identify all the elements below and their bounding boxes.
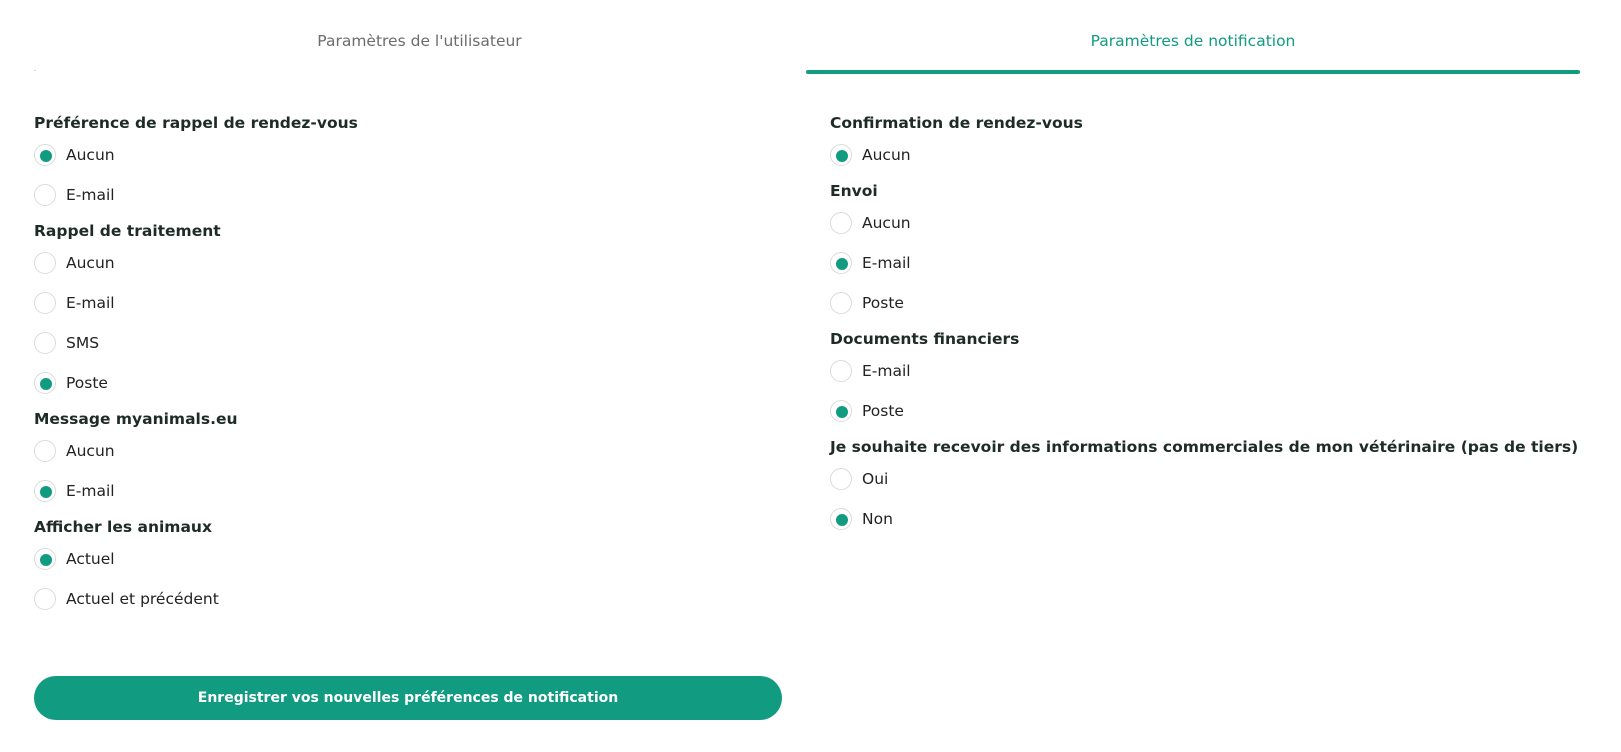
radio-option-label: Oui [862, 470, 889, 488]
radio-option-e-mail[interactable] [34, 288, 794, 328]
preference-group-envoi [830, 180, 1590, 328]
radio-option-label: Actuel [66, 550, 115, 568]
preference-group-title: Confirmation de rendez-vous [830, 114, 1083, 132]
radio-option-label: Aucun [66, 442, 115, 460]
radio-option-label: E-mail [66, 482, 115, 500]
radio-option-e-mail[interactable] [34, 180, 794, 220]
preference-group-title: Rappel de traitement [34, 222, 221, 240]
preference-group-title: Je souhaite recevoir des informations commerciales de mon vétérinaire (pas de tiers) [830, 438, 1579, 456]
radio-option-label: Aucun [862, 146, 911, 164]
radio-checked-icon[interactable] [830, 400, 852, 422]
tab-user-settings-label: Paramètres de l'utilisateur [317, 32, 522, 50]
radio-option-label: E-mail [862, 362, 911, 380]
preference-group-title: Envoi [830, 182, 878, 200]
radio-option-label: Non [862, 510, 893, 528]
radio-option-e-mail[interactable] [34, 476, 794, 516]
radio-option-label: Aucun [66, 254, 115, 272]
radio-option-label: Aucun [862, 214, 911, 232]
tab-notification-settings-label: Paramètres de notification [1090, 32, 1296, 50]
preference-group-title: Afficher les animaux [34, 518, 212, 536]
radio-option-actuel-et-precedent[interactable] [34, 584, 794, 624]
radio-option-e-mail[interactable] [830, 356, 1590, 396]
right-preferences-column [830, 112, 1590, 544]
radio-unchecked-icon[interactable] [34, 440, 56, 462]
radio-checked-icon[interactable] [34, 548, 56, 570]
tab-user-settings[interactable] [34, 0, 805, 74]
radio-unchecked-icon[interactable] [34, 184, 56, 206]
tab-notification-settings[interactable] [806, 0, 1580, 74]
radio-unchecked-icon[interactable] [830, 468, 852, 490]
tab-divider [34, 70, 36, 71]
radio-checked-icon[interactable] [830, 508, 852, 530]
radio-option-label: Poste [862, 402, 904, 420]
radio-option-label: Poste [66, 374, 108, 392]
radio-option-oui[interactable] [830, 464, 1590, 504]
radio-checked-icon[interactable] [34, 372, 56, 394]
radio-option-sms[interactable] [34, 328, 794, 368]
preference-group-confirmation-de-rendez-vous [830, 112, 1590, 180]
radio-unchecked-icon[interactable] [34, 252, 56, 274]
preference-group-title: Préférence de rappel de rendez-vous [34, 114, 358, 132]
radio-unchecked-icon[interactable] [830, 292, 852, 314]
radio-option-aucun[interactable] [830, 140, 1590, 180]
radio-option-poste[interactable] [830, 288, 1590, 328]
radio-option-e-mail[interactable] [830, 248, 1590, 288]
radio-unchecked-icon[interactable] [34, 292, 56, 314]
radio-option-label: E-mail [66, 294, 115, 312]
preference-group-je-souhaite-recevoir-des-informations-co [830, 436, 1590, 544]
radio-option-aucun[interactable] [34, 248, 794, 288]
radio-checked-icon[interactable] [830, 252, 852, 274]
radio-unchecked-icon[interactable] [830, 360, 852, 382]
preference-group-title: Message myanimals.eu [34, 410, 238, 428]
settings-tabs [0, 0, 1621, 80]
radio-option-poste[interactable] [830, 396, 1590, 436]
radio-option-label: E-mail [862, 254, 911, 272]
preference-group-afficher-les-animaux [34, 516, 794, 624]
radio-option-label: E-mail [66, 186, 115, 204]
radio-option-actuel[interactable] [34, 544, 794, 584]
radio-unchecked-icon[interactable] [830, 212, 852, 234]
preference-group-documents-financiers [830, 328, 1590, 436]
save-preferences-button[interactable]: Enregistrer vos nouvelles préférences de notification [34, 676, 782, 720]
radio-checked-icon[interactable] [34, 144, 56, 166]
radio-option-label: Actuel et précédent [66, 590, 219, 608]
radio-option-label: Aucun [66, 146, 115, 164]
preference-group-rappel-de-traitement [34, 220, 794, 408]
radio-unchecked-icon[interactable] [34, 332, 56, 354]
radio-option-non[interactable] [830, 504, 1590, 544]
radio-option-label: Poste [862, 294, 904, 312]
radio-checked-icon[interactable] [34, 480, 56, 502]
preference-group-title: Documents financiers [830, 330, 1020, 348]
radio-option-aucun[interactable] [34, 436, 794, 476]
radio-checked-icon[interactable] [830, 144, 852, 166]
radio-unchecked-icon[interactable] [34, 588, 56, 610]
radio-option-aucun[interactable] [830, 208, 1590, 248]
left-preferences-column [34, 112, 794, 624]
active-tab-indicator [806, 70, 1580, 74]
radio-option-label: SMS [66, 334, 100, 352]
preference-group-preference-de-rappel-de-rendez-vous [34, 112, 794, 220]
radio-option-poste[interactable] [34, 368, 794, 408]
radio-option-aucun[interactable] [34, 140, 794, 180]
preference-group-message-myanimals-eu [34, 408, 794, 516]
